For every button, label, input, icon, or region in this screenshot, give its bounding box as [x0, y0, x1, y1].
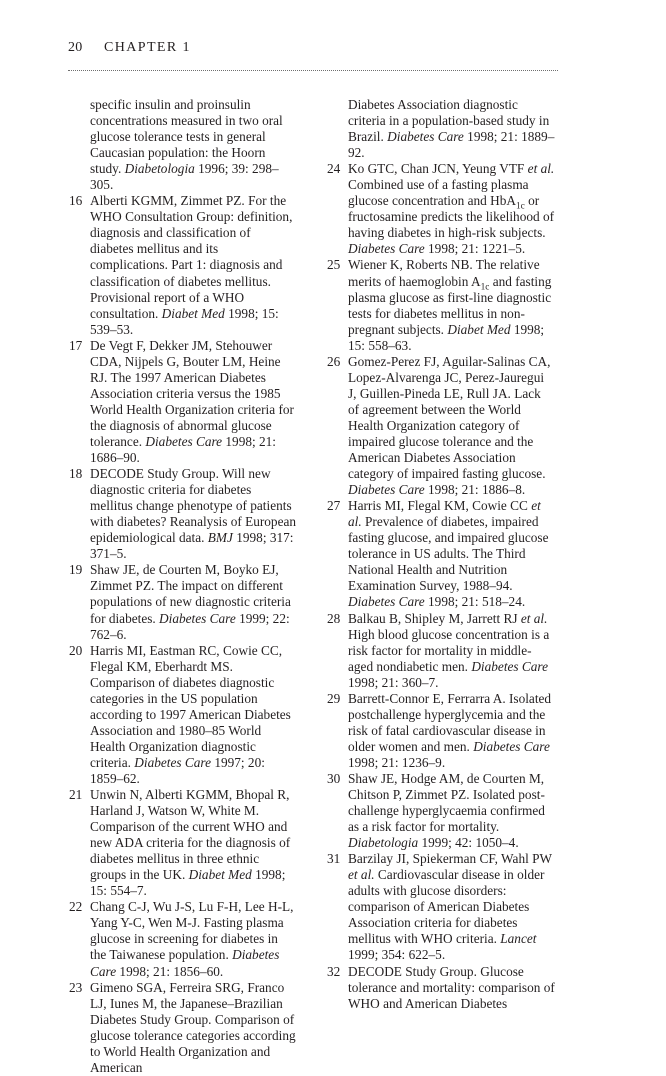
reference-entry	[327, 161, 555, 257]
reference-text	[90, 193, 292, 336]
reference-segment: 1999; 354: 622–5.	[348, 947, 446, 963]
reference-entry	[69, 97, 297, 193]
reference-text	[348, 354, 550, 497]
reference-entry	[69, 193, 297, 337]
reference-segment: De Vegt F, Dekker JM, Stehouwer CDA, Nijpels G, Bouter LM, Heine RJ. The 1997 American Diabetes Association criteria versus the 1985 World Health Organization criteria for the diagnosis of abnormal glucose tolerance.	[90, 337, 294, 449]
reference-text	[90, 643, 291, 786]
reference-segment: Prevalence of diabetes, impaired fasting glucose, and impaired glucose tolerance in US adults. The Third National Health and Nutrition Examination Survey, 1988–94.	[348, 514, 549, 594]
reference-number: 23	[69, 979, 83, 995]
reference-number: 28	[327, 610, 341, 626]
reference-number: 26	[327, 353, 341, 369]
journal-title: Diabet Med	[188, 867, 252, 883]
reference-entry	[69, 338, 297, 466]
reference-text	[90, 562, 291, 641]
journal-title: Diabetologia	[348, 835, 419, 851]
reference-segment: specific insulin and proinsulin concentrations measured in two oral glucose tolerance tests in general Caucasian population: the Hoorn study.	[90, 97, 283, 177]
reference-segment: Gimeno SGA, Ferreira SRG, Franco LJ, Iunes M, the Japanese–Brazilian Diabetes Study Group. Comparison of glucose tolerance categories according to World Health Organization and American	[90, 979, 296, 1075]
reference-segment: Cardiovascular disease in older adults with glucose disorders: comparison of American Diabetes Association criteria for diabetes mellitus with WHO criteria.	[348, 867, 545, 947]
reference-segment: Barzilay JI, Spiekerman CF, Wahl PW	[348, 851, 552, 867]
page-number: 20	[68, 40, 83, 55]
reference-segment: and fasting plasma glucose as first-line diagnostic tests for diabetes mellitus in non-pregnant subjects.	[348, 273, 552, 337]
reference-segment: DECODE Study Group. Glucose tolerance and mortality: comparison of WHO and American Diabetes	[348, 963, 555, 1011]
reference-number: 29	[327, 690, 341, 706]
reference-text	[348, 97, 554, 160]
journal-title: Diabetes Care	[471, 658, 549, 674]
reference-entry	[69, 643, 297, 787]
journal-title: et al.	[348, 867, 375, 883]
reference-segment: Barrett-Connor E, Ferrarra A. Isolated postchallenge hyperglycemia and the risk of fatal cardiovascular disease in older women and men.	[348, 690, 552, 754]
subscript-text: 1c	[480, 282, 490, 293]
running-head: CHAPTER 1	[104, 40, 191, 55]
journal-title: Diabetes Care	[159, 610, 236, 626]
journal-title: Diabetes Care	[387, 129, 464, 145]
journal-title: Diabet Med	[161, 305, 225, 321]
journal-title: Diabetes Care	[473, 738, 550, 754]
reference-entry	[327, 964, 555, 1012]
reference-segment: Gomez-Perez FJ, Aguilar-Salinas CA, Lopez-Alvarenga JC, Perez-Jauregui J, Guillen-Pineda LE, Rull JA. Lack of agreement between the World Health Organization category of impaired glucose tolerance and the American Diabetes Association category of impaired fasting glucose.	[348, 353, 551, 482]
reference-segment: Chang C-J, Wu J-S, Lu F-H, Lee H-L, Yang Y-C, Wen M-J. Fasting plasma glucose in screening for diabetes in the Taiwanese population.	[90, 899, 294, 963]
reference-entry	[69, 787, 297, 899]
reference-entry	[327, 771, 555, 851]
reference-column-right	[327, 97, 555, 1012]
reference-text	[348, 771, 545, 850]
header-rule	[68, 70, 558, 71]
reference-segment: 1997; 20: 1859–62.	[90, 754, 265, 786]
reference-entry	[327, 354, 555, 498]
reference-segment: Ko GTC, Chan JCN, Yeung VTF	[348, 161, 528, 177]
reference-segment: 1999; 22: 762–6.	[90, 610, 290, 642]
reference-text	[90, 980, 296, 1075]
reference-segment: 1998; 21: 1886–8.	[424, 482, 526, 498]
reference-segment: 1998; 317: 371–5.	[90, 530, 294, 562]
journal-title: Diabetes Care	[90, 947, 280, 979]
reference-entry	[69, 899, 297, 979]
reference-number: 25	[327, 257, 341, 273]
reference-entry	[327, 97, 555, 161]
subscript-text: 1c	[516, 201, 525, 212]
reference-text	[348, 161, 554, 256]
reference-segment: Shaw JE, de Courten M, Boyko EJ, Zimmet PZ. The impact on different populations of new diagnostic criteria for diabetes.	[90, 562, 291, 626]
reference-number: 16	[69, 193, 83, 209]
reference-text	[348, 498, 549, 609]
reference-segment: 1998; 21: 360–7.	[348, 674, 439, 690]
reference-segment: High blood glucose concentration is a risk factor for mortality in middle-aged nondiabetic men.	[348, 626, 550, 674]
reference-number: 20	[69, 642, 83, 658]
journal-title: et al.	[348, 498, 541, 530]
reference-segment: Alberti KGMM, Zimmet PZ. For the WHO Consultation Group: definition, diagnosis and classification of diabetes mellitus and its complications. Part 1: diagnosis and classification of diabetes mellitus. Provisional report of a WHO consultation.	[90, 193, 293, 321]
reference-segment: or fructosamine predicts the likelihood of having diabetes in high-risk subjects.	[348, 193, 555, 241]
reference-text	[90, 899, 293, 978]
reference-segment: Diabetes Association diagnostic criteria in a population-based study in Brazil.	[348, 97, 550, 145]
reference-number: 17	[69, 337, 83, 353]
journal-title: et al.	[527, 161, 555, 177]
reference-number: 31	[327, 851, 341, 867]
reference-entry	[327, 498, 555, 610]
reference-entry	[327, 851, 555, 963]
reference-segment: Harris MI, Flegal KM, Cowie CC	[348, 498, 532, 514]
reference-segment: Harris MI, Eastman RC, Cowie CC, Flegal KM, Eberhardt MS. Comparison of diabetes diagnostic categories in the US population according to 1997 American Diabetes Association and 1980–85 World Health Organization diagnostic criteria.	[90, 642, 291, 770]
reference-segment: 1998; 21: 1686–90.	[90, 433, 277, 466]
reference-text	[90, 466, 296, 561]
reference-text	[90, 97, 283, 192]
reference-number: 32	[327, 963, 341, 979]
journal-title: Diabetes Care	[134, 754, 211, 770]
journal-title: Diabet Med	[447, 321, 511, 337]
reference-entry	[69, 980, 297, 1076]
journal-title: Diabetes Care	[145, 433, 223, 449]
journal-title: Diabetologia	[124, 161, 195, 177]
reference-segment: Wiener K, Roberts NB. The relative merits of haemoglobin A	[348, 257, 540, 289]
reference-column-left	[69, 97, 297, 1076]
reference-entry	[327, 611, 555, 691]
reference-entry	[327, 691, 555, 771]
reference-segment: 1998; 15: 554–7.	[90, 867, 286, 899]
journal-title: Lancet	[500, 931, 537, 947]
journal-title: BMJ	[207, 530, 233, 546]
journal-title: Diabetes Care	[348, 482, 425, 498]
reference-number: 24	[327, 161, 341, 177]
reference-entry	[327, 257, 555, 353]
reference-segment: 1998; 21: 1236–9.	[348, 754, 446, 770]
running-header	[68, 40, 558, 58]
reference-text	[348, 851, 552, 962]
reference-segment: 1998; 21: 1221–5.	[424, 241, 526, 257]
reference-number: 19	[69, 562, 83, 578]
reference-text	[348, 964, 555, 1011]
reference-segment: 1998; 21: 518–24.	[424, 594, 526, 610]
reference-number: 30	[327, 770, 341, 786]
reference-number: 18	[69, 466, 83, 482]
reference-entry	[69, 466, 297, 562]
reference-number: 21	[69, 787, 83, 803]
reference-text	[348, 611, 549, 690]
reference-segment: 1998; 21: 1856–60.	[116, 963, 224, 979]
reference-segment: 1998; 15: 539–53.	[90, 305, 279, 337]
reference-entry	[69, 562, 297, 642]
journal-title: Diabetes Care	[348, 594, 425, 610]
reference-segment: Unwin N, Alberti KGMM, Bhopal R, Harland J, Watson W, White M. Comparison of the current WHO and new ADA criteria for the diagnosis of diabetes mellitus in three ethnic groups in the UK.	[90, 787, 291, 883]
reference-text	[90, 338, 294, 465]
reference-segment: DECODE Study Group. Will new diagnostic criteria for diabetes mellitus change phenotype of patients with diabetes? Reanalysis of European epidemiological data.	[90, 466, 297, 546]
reference-number: 22	[69, 899, 83, 915]
reference-segment: Combined use of a fasting plasma glucose concentration and HbA	[348, 177, 529, 209]
reference-segment: 1998; 15: 558–63.	[348, 321, 545, 353]
reference-segment: 1998; 21: 1889–92.	[348, 129, 555, 161]
reference-segment: Balkau B, Shipley M, Jarrett RJ	[348, 610, 521, 626]
reference-segment: Shaw JE, Hodge AM, de Courten M, Chitson P, Zimmet PZ. Isolated post-challenge hyperglycaemia confirmed as a risk factor for mortality.	[348, 770, 545, 835]
reference-text	[348, 691, 551, 770]
journal-title: et al.	[520, 610, 548, 626]
journal-title: Diabetes Care	[348, 241, 425, 257]
reference-segment: 1999; 42: 1050–4.	[418, 835, 519, 851]
reference-text	[348, 257, 551, 352]
reference-number: 27	[327, 498, 341, 514]
reference-segment: 1996; 39: 298–305.	[90, 161, 279, 193]
reference-text	[90, 787, 290, 898]
